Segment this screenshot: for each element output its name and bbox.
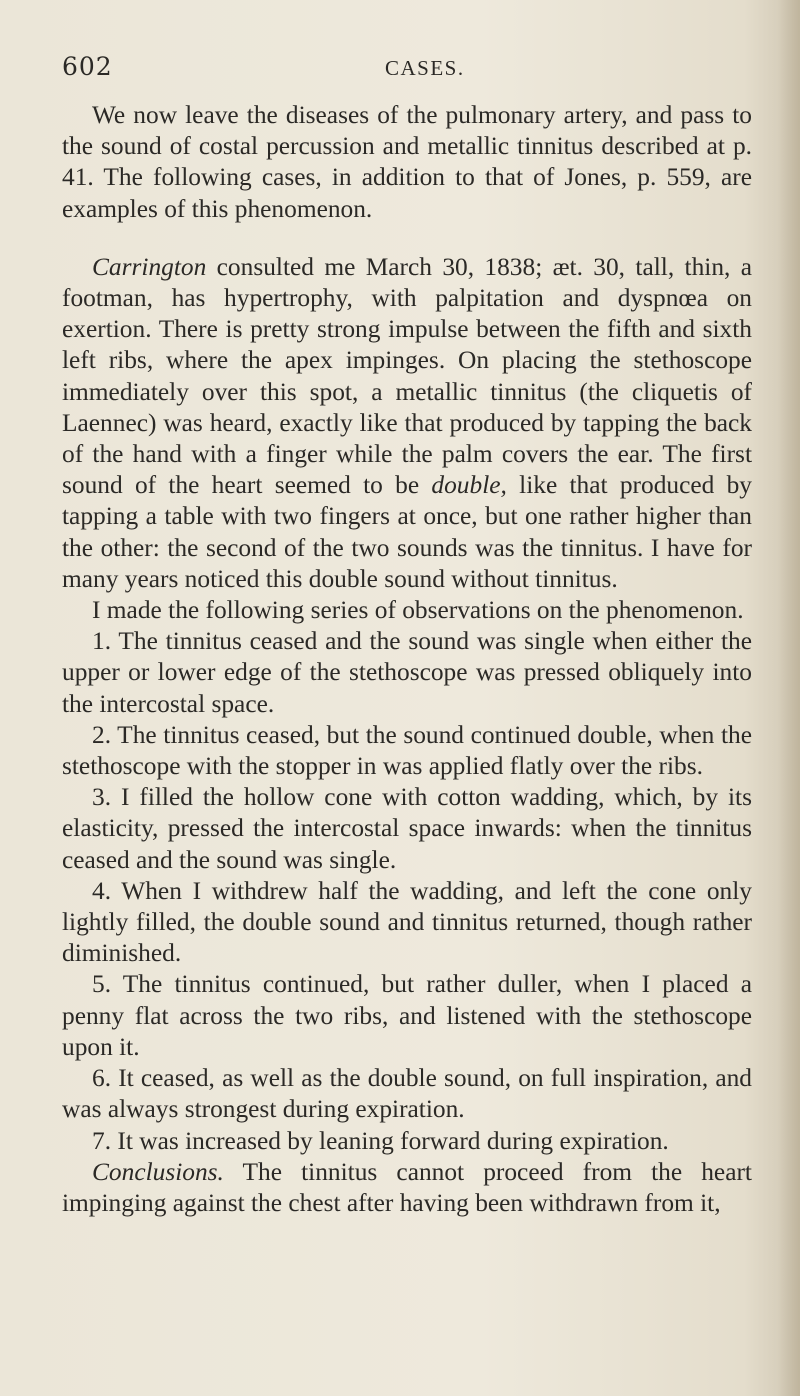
- case-emphasis: double,: [431, 471, 507, 500]
- observation-7: 7. It was increased by leaning forward during expiration.: [92, 1126, 669, 1155]
- case-name: Carrington: [92, 252, 207, 281]
- paragraph-case-carrington: [62, 252, 752, 595]
- observation-2: 2. The tinnitus ceased, but the sound continued double, when the stethoscope with the stopper in was applied flatly over the ribs.: [62, 720, 752, 781]
- conclusions-text: The tinnitus cannot proceed from the heart impinging against the chest after having been withdrawn from it,: [62, 1157, 752, 1217]
- paragraph-observations-intro: I made the following series of observations on the phenomenon.: [92, 596, 744, 625]
- body-text: [62, 100, 752, 1219]
- page-edge-shadow: [778, 0, 800, 1396]
- observation-5: 5. The tinnitus continued, but rather duller, when I placed a penny flat across the two ribs, and listened with the stethoscope upon it.: [62, 970, 752, 1061]
- case-text-part-2: like that produced by tapping a table with two fingers at once, but one rather higher than the other: the second of the two sounds was the tinnitus. I have for many years noticed this double sound without tinnitus.: [62, 471, 752, 593]
- conclusions-label: Conclusions.: [92, 1157, 224, 1186]
- page-number: 602: [62, 52, 113, 81]
- observation-4: 4. When I withdrew half the wadding, and left the cone only lightly filled, the double sound and tinnitus returned, though rather diminished.: [62, 876, 752, 968]
- running-head: [0, 0, 800, 100]
- running-title: CASES.: [385, 56, 465, 80]
- observation-3: 3. I filled the hollow cone with cotton wadding, which, by its elasticity, pressed the intercostal space inwards: when the tinnitus ceased and the sound was single.: [62, 783, 752, 874]
- observation-6: 6. It ceased, as well as the double sound, on full inspiration, and was always strongest during expiration.: [62, 1064, 752, 1124]
- paragraph-conclusions: [62, 1157, 752, 1219]
- paragraph-intro: We now leave the diseases of the pulmonary artery, and pass to the sound of costal percussion and metallic tinnitus described at p. 41. The following cases, in addition to that of Jones, p. 559, are examples of this phenomenon.: [62, 101, 752, 223]
- observation-1: 1. The tinnitus ceased and the sound was single when either the upper or lower edge of the stethoscope was pressed obliquely into the intercostal space.: [62, 627, 752, 718]
- case-text-part-1: consulted me March 30, 1838; æt. 30, tall, thin, a footman, has hypertrophy, with palpitation and dyspnœa on exertion. There is pretty strong impulse between the fifth and sixth left ribs, where the apex impinges. On placing the stethoscope immediately over this spot, a metallic tinnitus (the cliquetis of Laennec) was heard, exactly like that produced by tapping the back of the hand with a finger while the palm covers the ear. The first sound of the heart seemed to be: [62, 252, 752, 500]
